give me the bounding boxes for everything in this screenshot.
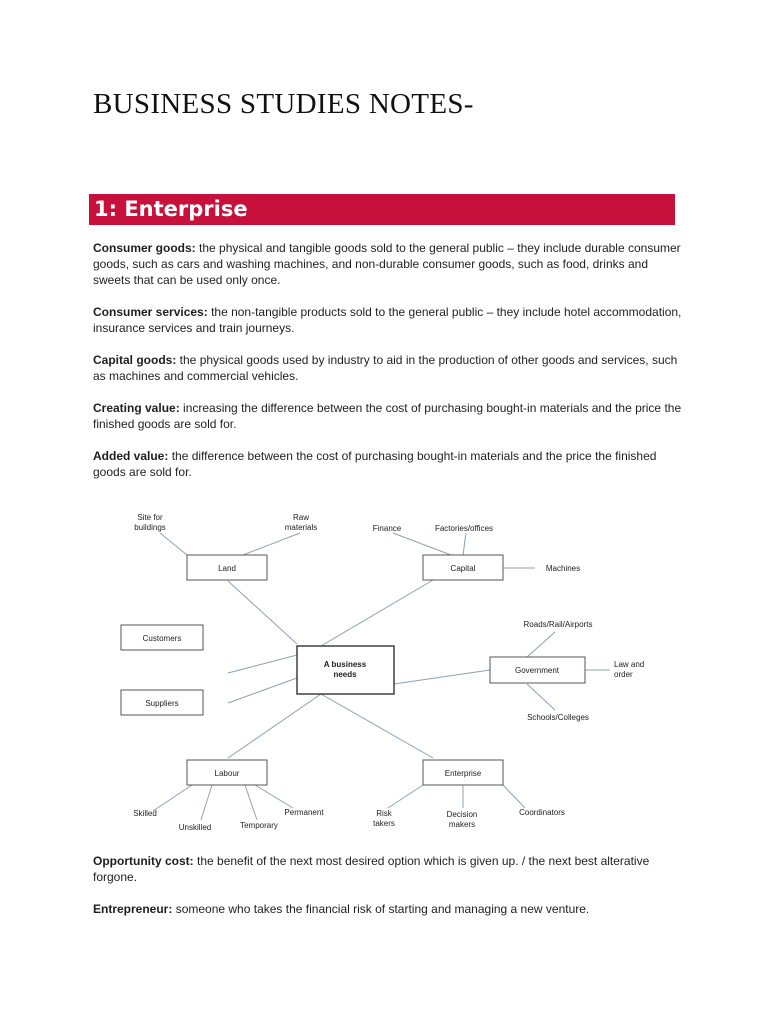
site-for-buildings-label-line2: buildings xyxy=(134,523,166,532)
labour-label: Labour xyxy=(214,769,240,778)
definition-text: increasing the difference between the cost of purchasing bought-in materials and the price the finished goods are sold for. xyxy=(93,401,682,431)
unskilled-label: Unskilled xyxy=(178,823,212,832)
definitions-top xyxy=(93,240,683,496)
decision-makers-label-line2: makers xyxy=(448,820,476,829)
enterprise-node xyxy=(423,760,503,785)
suppliers-node xyxy=(121,690,203,715)
site-for-buildings-label-line1: Site for xyxy=(137,513,163,522)
definition-consumer-goods xyxy=(93,240,683,288)
temporary-label: Temporary xyxy=(240,821,278,830)
document-title: BUSINESS STUDIES NOTES- xyxy=(93,88,474,120)
definition-text: the benefit of the next most desired option which is given up. / the next best alterative forgone. xyxy=(93,854,650,884)
coordinators-label: Coordinators xyxy=(519,808,565,817)
definition-capital-goods xyxy=(93,352,683,384)
customers-label: Customers xyxy=(142,634,182,643)
roads-rail-airports-label: Roads/Rail/Airports xyxy=(523,620,593,629)
government-node xyxy=(490,657,585,683)
definition-text: the difference between the cost of purchasing bought-in materials and the price the finished goods are sold for. xyxy=(93,449,657,479)
diagram-canvas xyxy=(95,493,675,838)
decision-makers-label-line1: Decision xyxy=(446,810,478,819)
skilled-label: Skilled xyxy=(133,809,157,818)
center-label-line2: needs xyxy=(333,670,357,679)
definition-consumer-services xyxy=(93,304,683,336)
machines-label: Machines xyxy=(545,564,581,573)
definition-text: the physical and tangible goods sold to the general public – they include durable consumer goods, such as cars and washing machines, and non-durable consumer goods, such as food, drinks and sweets that can be used only once. xyxy=(93,241,681,287)
definition-text: the physical goods used by industry to aid in the production of other goods and services, such as machines and commercial vehicles. xyxy=(93,353,678,383)
definition-term: Capital goods: xyxy=(93,353,177,367)
business-needs-diagram xyxy=(95,493,675,843)
customers-node xyxy=(121,625,203,650)
suppliers-label: Suppliers xyxy=(145,699,179,708)
factories-offices-label: Factories/offices xyxy=(434,524,494,533)
definitions-bottom xyxy=(93,853,683,933)
definition-text: someone who takes the financial risk of starting and managing a new venture. xyxy=(172,902,590,916)
definition-text: the non-tangible products sold to the general public – they include hotel accommodation, insurance services and train journeys. xyxy=(93,305,682,335)
definition-term: Consumer goods: xyxy=(93,241,196,255)
risk-takers-label-line2: takers xyxy=(373,819,395,828)
schools-colleges-label: Schools/Colleges xyxy=(527,713,589,722)
raw-materials-label-line1: Raw xyxy=(292,513,310,522)
definition-added-value xyxy=(93,448,683,480)
center-label-line1: A business xyxy=(323,660,367,669)
permanent-label: Permanent xyxy=(284,808,324,817)
capital-label: Capital xyxy=(450,564,476,573)
land-label: Land xyxy=(218,564,236,573)
section-heading-banner: 1: Enterprise xyxy=(89,194,675,225)
labour-node xyxy=(187,760,267,785)
land-node xyxy=(187,555,267,580)
definition-creating-value xyxy=(93,400,683,432)
definition-term: Consumer services: xyxy=(93,305,208,319)
definition-entrepreneur xyxy=(93,901,683,917)
definition-term: Opportunity cost: xyxy=(93,854,194,868)
law-and-order-label-line2: order xyxy=(614,670,633,679)
law-and-order-label-line1: Law and xyxy=(614,660,645,669)
center-node xyxy=(297,646,394,694)
definition-term: Entrepreneur: xyxy=(93,902,173,916)
finance-label: Finance xyxy=(372,524,402,533)
definition-term: Added value: xyxy=(93,449,169,463)
capital-node xyxy=(423,555,503,580)
risk-takers-label-line1: Risk xyxy=(376,809,392,818)
definition-term: Creating value: xyxy=(93,401,180,415)
enterprise-label: Enterprise xyxy=(444,769,482,778)
definition-opportunity-cost xyxy=(93,853,683,885)
government-label: Government xyxy=(514,666,560,675)
raw-materials-label-line2: materials xyxy=(284,523,318,532)
